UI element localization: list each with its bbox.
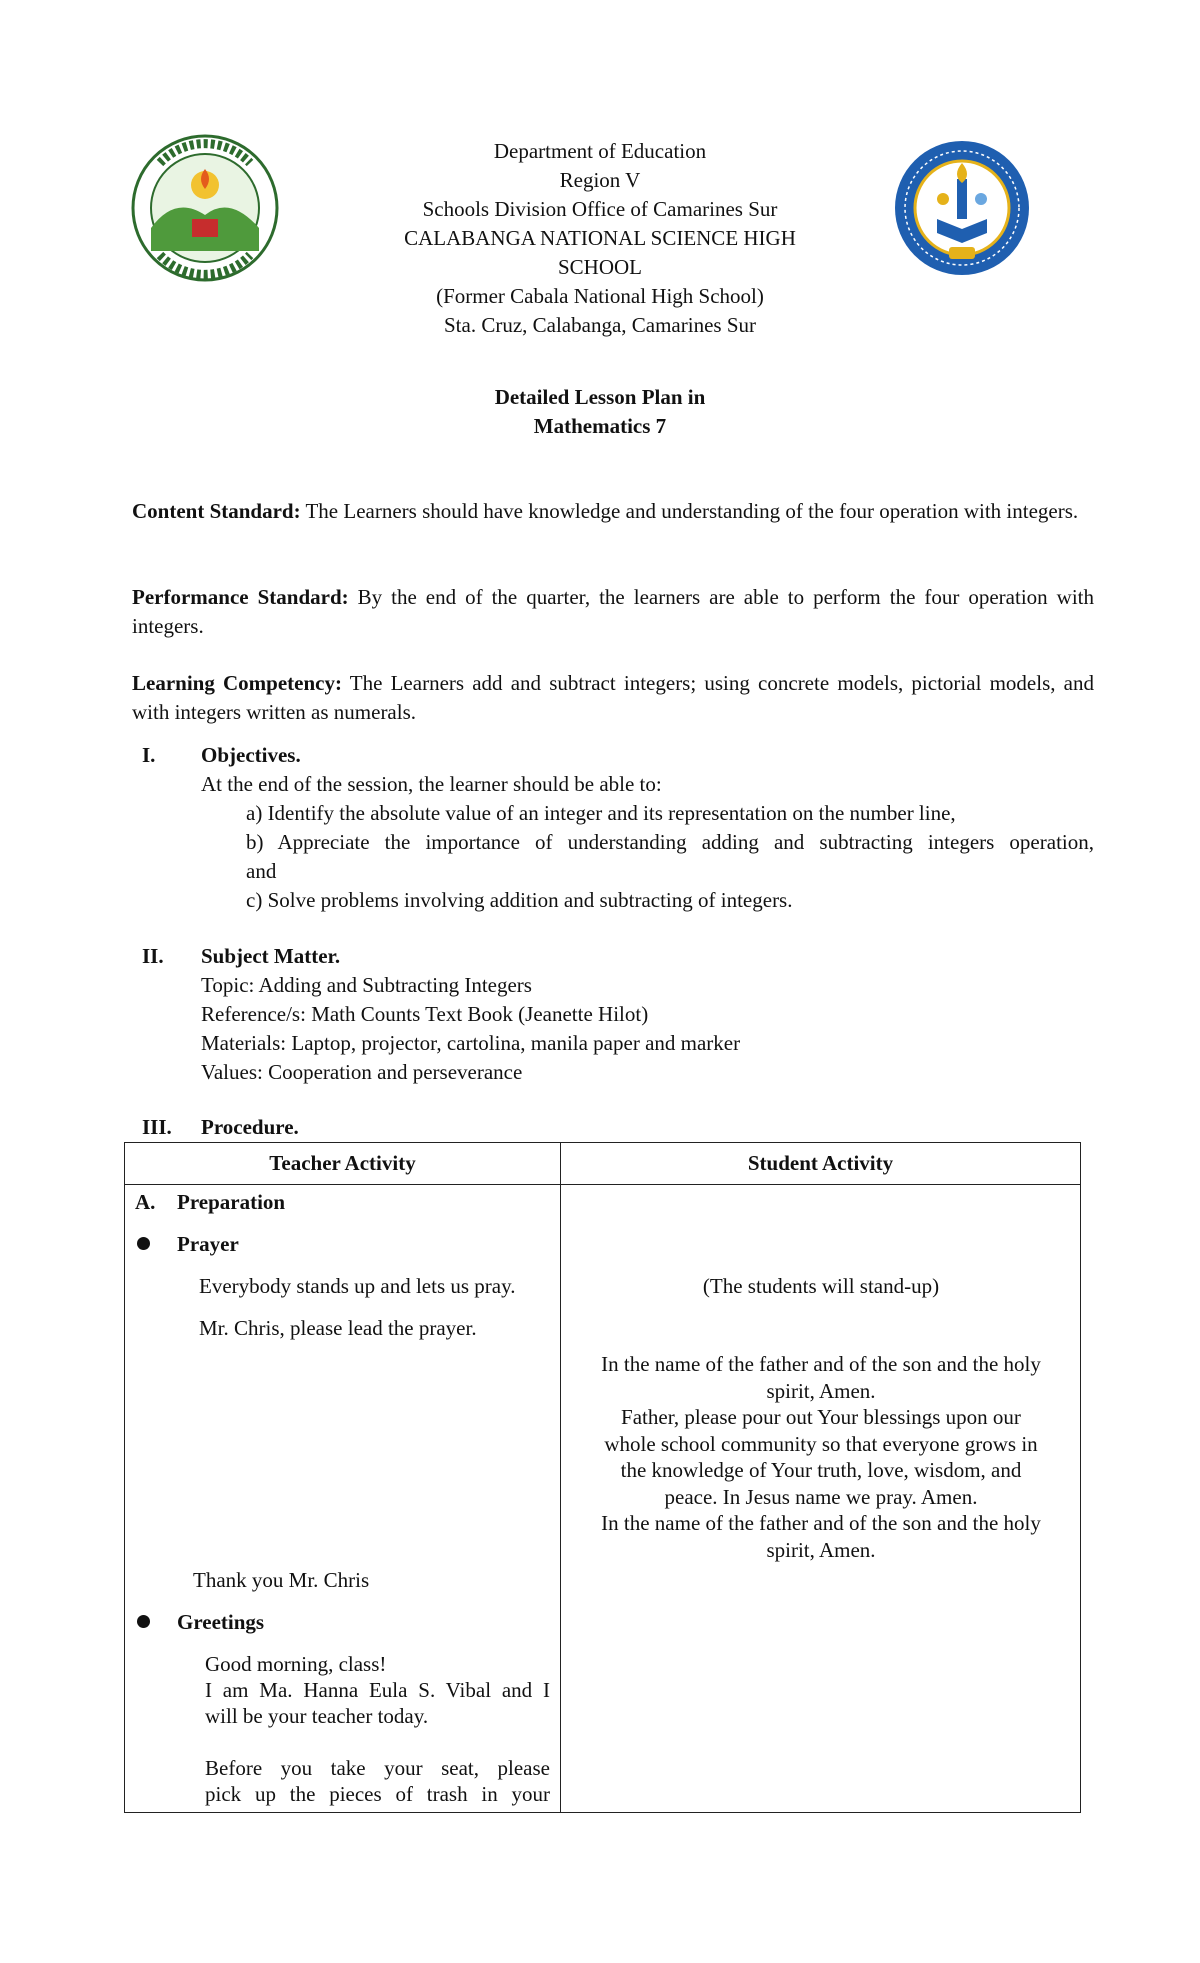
prayer-line-3: Father, please pour out Your blessings upon our bbox=[621, 1405, 1021, 1429]
prayer-line-8: spirit, Amen. bbox=[766, 1537, 876, 1562]
title-line-2: Mathematics 7 bbox=[533, 414, 667, 438]
objectives-section bbox=[132, 741, 1094, 931]
subject-matter-heading: Subject Matter. bbox=[201, 944, 341, 968]
subject-matter-section bbox=[132, 942, 1094, 1092]
prayer-bullet bbox=[137, 1237, 150, 1250]
objective-a: a) Identify the absolute value of an integer and its representation on the number line, bbox=[246, 801, 956, 825]
header-line-division: Schools Division Office of Camarines Sur bbox=[422, 197, 778, 221]
header-line-school-2: SCHOOL bbox=[557, 255, 642, 279]
subject-matter-number: II. bbox=[142, 944, 164, 968]
thank-you-line: Thank you Mr. Chris bbox=[193, 1568, 370, 1592]
title-line-1: Detailed Lesson Plan in bbox=[494, 385, 706, 409]
subject-values: Values: Cooperation and perseverance bbox=[201, 1060, 523, 1084]
preparation-label: Preparation bbox=[177, 1190, 286, 1214]
prayer-line-4: whole school community so that everyone grows in bbox=[604, 1431, 1038, 1456]
content-standard-text: The Learners should have knowledge and understanding of the four operation with integers. bbox=[300, 499, 1079, 523]
pray-instruction: Everybody stands up and lets us pray. bbox=[199, 1274, 516, 1298]
objective-b-continued: and bbox=[246, 859, 277, 883]
prayer-line-7: In the name of the father and of the son and the holy bbox=[601, 1511, 1041, 1535]
performance-standard-text: By the end of the quarter, the learners are able to perform the four operation with integers. bbox=[132, 585, 1094, 638]
objectives-intro: At the end of the session, the learner should be able to: bbox=[201, 772, 662, 796]
procedure-number: III. bbox=[142, 1115, 172, 1139]
procedure-table bbox=[124, 1142, 1081, 1813]
prayer-line-2: spirit, Amen. bbox=[766, 1378, 876, 1403]
student-activity-header: Student Activity bbox=[561, 1143, 1081, 1185]
teacher-activity-cell bbox=[125, 1185, 561, 1813]
greeting-line-2: I am Ma. Hanna Eula S. Vibal and I bbox=[205, 1678, 550, 1702]
prayer-line-1: In the name of the father and of the son and the holy bbox=[601, 1352, 1041, 1376]
header-line-former-name: (Former Cabala National High School) bbox=[436, 284, 764, 308]
seat-instruction-line-2: pick up the pieces of trash in your bbox=[205, 1782, 550, 1806]
student-prayer bbox=[561, 1351, 1081, 1563]
greetings-bullet bbox=[137, 1615, 150, 1628]
prayer-label: Prayer bbox=[177, 1232, 239, 1256]
procedure-section bbox=[132, 1113, 1094, 1142]
seat-instruction-line-1: Before you take your seat, please bbox=[205, 1756, 550, 1780]
prayer-line-6: peace. In Jesus name we pray. Amen. bbox=[664, 1484, 978, 1509]
procedure-heading: Procedure. bbox=[201, 1115, 299, 1139]
teacher-activity-header: Teacher Activity bbox=[125, 1143, 561, 1185]
objectives-number: I. bbox=[142, 743, 156, 767]
students-stand-note: (The students will stand-up) bbox=[702, 1274, 940, 1298]
learning-competency bbox=[132, 669, 1094, 727]
document-title bbox=[0, 383, 1200, 441]
content-standard-label: Content Standard: bbox=[132, 499, 301, 523]
performance-standard-label: Performance Standard: bbox=[132, 585, 349, 609]
greetings-label: Greetings bbox=[177, 1610, 265, 1634]
performance-standard bbox=[132, 583, 1094, 641]
learning-competency-label: Learning Competency: bbox=[132, 671, 342, 695]
objectives-heading: Objectives. bbox=[201, 743, 301, 767]
content-standard bbox=[132, 497, 1094, 526]
lead-prayer-instruction: Mr. Chris, please lead the prayer. bbox=[199, 1316, 477, 1340]
preparation-letter: A. bbox=[135, 1190, 156, 1214]
learning-competency-text: The Learners add and subtract integers; using concrete models, pictorial models, and with integers written as numerals. bbox=[132, 671, 1094, 724]
header-line-address: Sta. Cruz, Calabanga, Camarines Sur bbox=[443, 313, 756, 337]
header-line-school-1: CALABANGA NATIONAL SCIENCE HIGH bbox=[404, 226, 796, 250]
greeting-line-3: will be your teacher today. bbox=[205, 1704, 429, 1728]
header-line-region: Region V bbox=[559, 168, 641, 192]
objective-c: c) Solve problems involving addition and subtracting of integers. bbox=[246, 888, 793, 912]
subject-topic: Topic: Adding and Subtracting Integers bbox=[201, 973, 532, 997]
subject-reference: Reference/s: Math Counts Text Book (Jeanette Hilot) bbox=[201, 1002, 649, 1026]
prayer-line-5: the knowledge of Your truth, love, wisdom, and bbox=[620, 1458, 1022, 1482]
school-header bbox=[0, 137, 1200, 340]
subject-materials: Materials: Laptop, projector, cartolina, manila paper and marker bbox=[201, 1031, 741, 1055]
header-line-deped: Department of Education bbox=[493, 139, 707, 163]
greeting-line-1: Good morning, class! bbox=[205, 1652, 387, 1676]
student-activity-cell bbox=[561, 1185, 1081, 1813]
objective-b: b) Appreciate the importance of understanding adding and subtracting integers operation, bbox=[246, 830, 1094, 854]
